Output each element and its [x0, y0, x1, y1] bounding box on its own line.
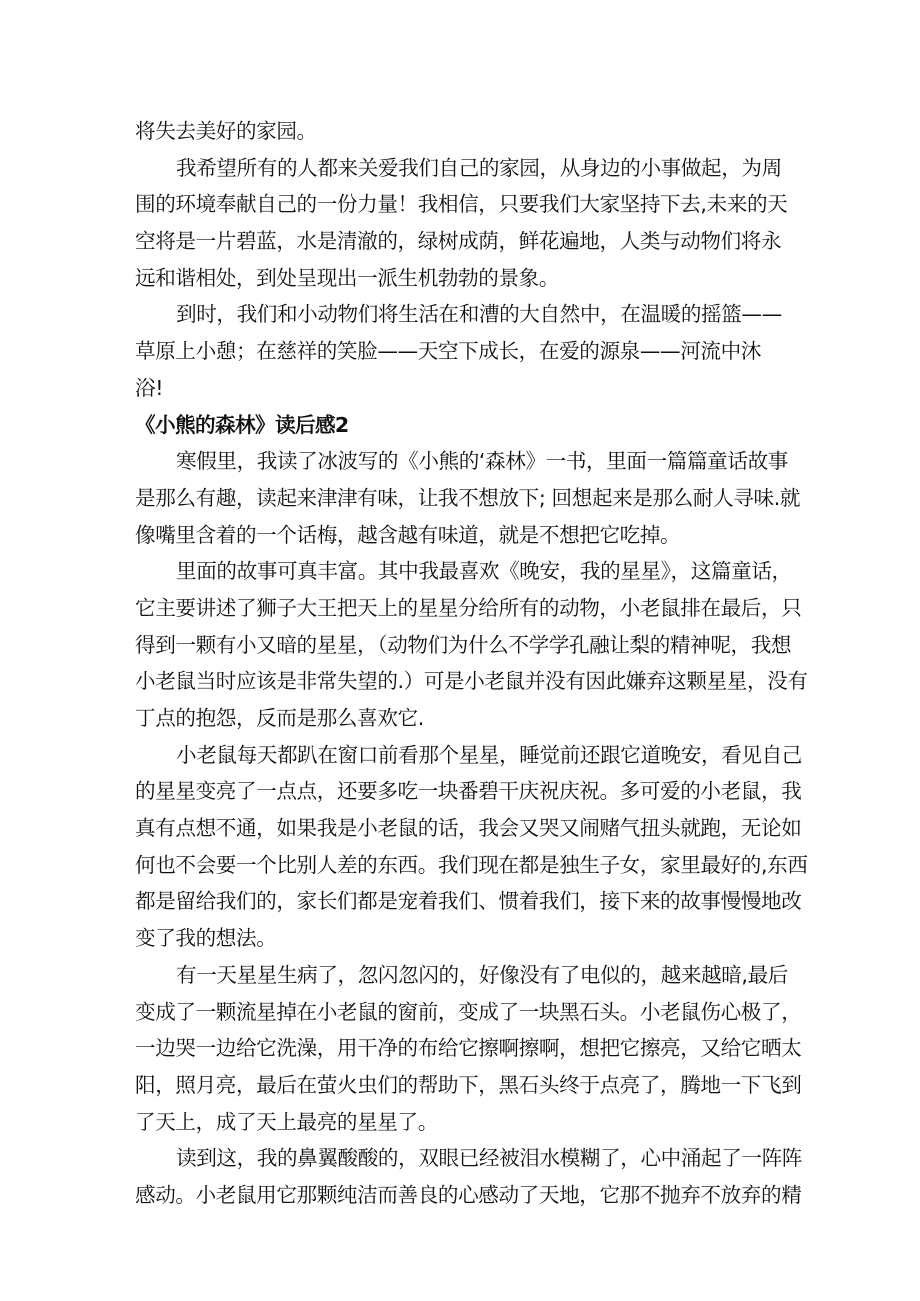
text-line: 空将是一片碧蓝，水是清澈的，绿树成荫，鲜花遍地，人类与动物们将永 [135, 229, 782, 254]
text-line: 变了我的想法。 [135, 926, 277, 951]
text-line: 感动。小老鼠用它那颗纯洁而善良的心感动了天地，它那不抛弃不放弃的精 [135, 1182, 802, 1207]
text-line: 丁点的抱怨，反而是那么喜欢它. [135, 706, 424, 730]
document-body [135, 113, 808, 1214]
paragraph-start: 我希望所有的人都来关爱我们自己的家园，从身边的小事做起，为周 [176, 155, 782, 180]
text-line: 像嘴里含着的一个话梅，越含越有味道，就是不想把它吃掉。 [135, 522, 681, 547]
text-line: 真有点想不通，如果我是小老鼠的话，我会又哭又闹赌气扭头就跑，无论如 [135, 816, 802, 841]
text-line: 它主要讲述了狮子大王把天上的星星分给所有的动物，小老鼠排在最后，只 [135, 595, 802, 620]
text-line: 一边哭一边给它洗澡，用干净的布给它擦啊擦啊，想把它擦亮，又给它晒太 [135, 1036, 802, 1061]
text-line: 草原上小憩；在慈祥的笑脸——天空下成长，在爱的源泉——河流中沐 [135, 339, 762, 364]
text-line: 将失去美好的家园。 [135, 119, 317, 143]
paragraph-start: 寒假里，我读了冰波写的《小熊的‘森林》一书，里面一篇篇童话故事 [176, 449, 788, 474]
text-line: 小老鼠当时应该是非常失望的.）可是小老鼠并没有因此嫌弃这颗星星，没有 [135, 669, 808, 694]
text-line: 围的环境奉献自己的一份力量！我相信，只要我们大家坚持下去,未来的天 [135, 192, 788, 217]
text-line: 的星星变亮了一点点，还要多吃一块番碧干庆祝庆祝。多可爱的小老鼠，我 [135, 779, 802, 804]
paragraph-start: 读到这，我的鼻翼酸酸的，双眼已经被泪水模糊了，心中涌起了一阵阵 [176, 1146, 803, 1171]
text-line: 何也不会要一个比别人差的东西。我们现在都是独生子女，家里最好的,东西 [135, 852, 808, 877]
paragraph-start: 有一天星星生病了，忽闪忽闪的，好像没有了电似的，越来越暗,最后 [176, 962, 788, 987]
paragraph-start: 到时，我们和小动物们将生活在和漕的大自然中，在温暖的摇篮—— [176, 302, 782, 327]
text-line: 阳，照月亮，最后在萤火虫们的帮助下，黑石头终于点亮了，腾地一下飞到 [135, 1072, 802, 1097]
text-line: 浴! [135, 375, 164, 400]
paragraph-start: 小老鼠每天都趴在窗口前看那个星星，睡觉前还跟它道晚安，看见自己 [176, 742, 803, 767]
section-heading: 《小熊的森林》读后感2 [135, 412, 349, 437]
text-line: 得到一颗有小又暗的星星，（动物们为什么不学学孔融让梨的精神呢，我想 [135, 632, 792, 657]
text-line: 是那么有趣，读起来津津有味，让我不想放下; 回想起来是那么耐人寻味.就 [135, 485, 801, 510]
text-line: 变成了一颗流星掉在小老鼠的窗前，变成了一块黑石头。小老鼠伤心极了， [135, 999, 802, 1024]
text-line: 远和谐相处，到处呈现出一派生机勃勃的景象。 [135, 265, 560, 290]
text-line: 了天上，成了天上最亮的星星了。 [135, 1109, 438, 1134]
paragraph-start: 里面的故事可真丰富。其中我最喜欢《晚安，我的星星》，这篇童话， [176, 559, 792, 584]
text-line: 都是留给我们的，家长们都是宠着我们、惯着我们，接下来的故事慢慢地改 [135, 889, 802, 914]
